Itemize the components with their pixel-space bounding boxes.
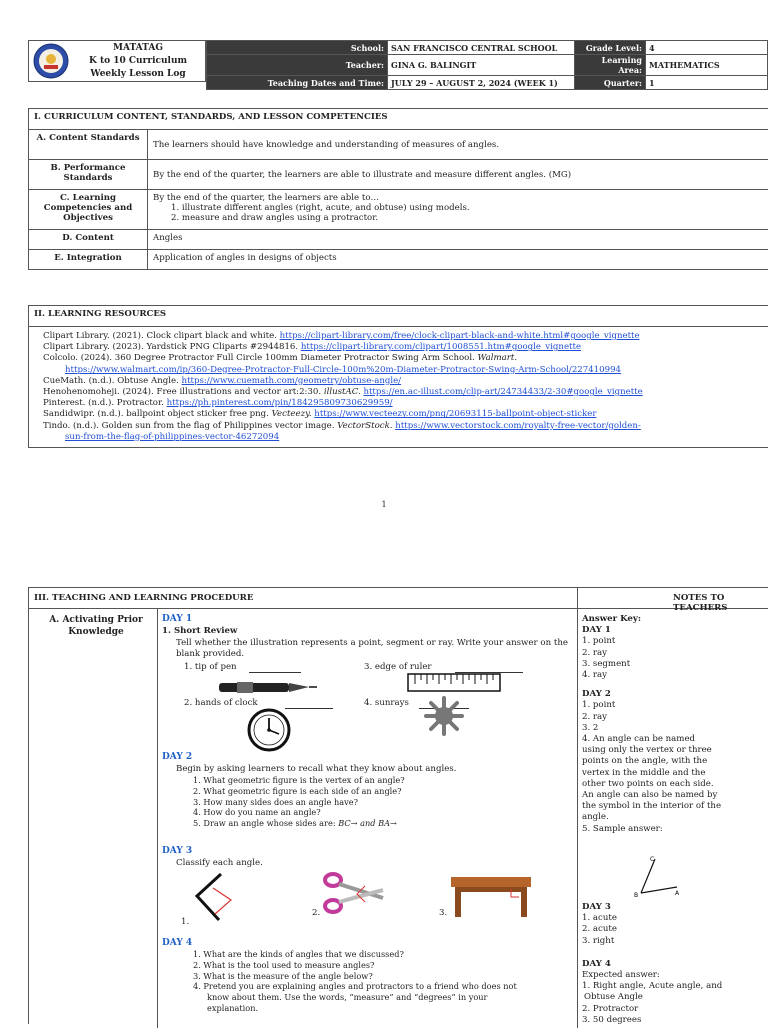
day2-question: 1. What geometric figure is the vertex of an angle? [193,775,405,786]
day4-question: 3. What is the measure of the angle below? [193,971,571,982]
notes-answer: 5. Sample answer: [582,824,768,835]
reference-item: Pinterest. (n.d.). Protractor. https://ph.pinterest.com/pin/184295809730629959/ [43,398,757,409]
school-label: School: [207,41,388,55]
dates-value: JULY 29 – AUGUST 2, 2024 (WEEK 1) [388,76,575,90]
notes-column [582,614,768,835]
notes-answer: 4. ray [582,670,768,681]
ruler-icon [407,672,501,694]
notes-day4-title: DAY 4 [582,959,768,970]
integration-text: Application of angles in designs of objects [148,250,768,270]
day2-question-list [193,775,405,829]
content-standards-text: The learners should have knowledge and understanding of measures of angles. [148,130,768,160]
reference-item: Colcolo. (2024). 360 Degree Protractor Full Circle 100mm Diameter Protractor Swing Arm School. Walmart. [43,353,757,364]
notes-day3-title: DAY 3 [582,902,768,913]
header-line-3: Weekly Lesson Log [73,69,203,79]
notes-answer: 3. segment [582,659,768,670]
area-value: MATHEMATICS [646,55,768,76]
notes-answer: An angle can also be named by [582,790,768,801]
notes-answer: 2. ray [582,648,768,659]
notes-day1-title: DAY 1 [582,625,768,636]
reference-link[interactable]: https://ph.pinterest.com/pin/184295809730629959/ [167,398,393,408]
day1-item-4: 4. sunrays [364,698,409,709]
quarter-value: 1 [646,76,768,90]
day2-title: DAY 2 [162,752,192,762]
day4-question-cont: explanation. [193,1003,571,1014]
notes-answer: 1. point [582,700,768,711]
header [28,40,768,82]
deped-seal-icon [33,43,69,79]
sunrays-icon [424,696,464,736]
reference-item: CueMath. (n.d.). Obtuse Angle. https://www.cuemath.com/geometry/obtuse-angle/ [43,376,757,387]
day2-question: 5. Draw an angle whose sides are: BC→ and BA→ [193,818,405,829]
day3-label-1: 1. [181,917,189,928]
reference-item: Tindo. (n.d.). Golden sun from the flag of Philippines vector image. VectorStock. https://www.vectorstock.com/royalty-free-vector/golden- [43,421,757,432]
reference-link[interactable]: https://www.vectorstock.com/royalty-free-vector/golden- [395,421,641,431]
reference-item-cont [43,365,757,376]
day3-intro: Classify each angle. [176,858,263,869]
reference-item: Clipart Library. (2021). Clock clipart black and white. https://clipart-library.com/free/clock-clipart-black-and-white.html#google_vignette [43,331,757,342]
notes-answer: vertex in the middle and the [582,768,768,779]
section2-title: II. LEARNING RESOURCES [29,306,768,327]
vertex-label-a: A [675,890,680,897]
competencies-label: C. Learning Competencies and Objectives [29,190,148,230]
notes-answer: 4. An angle can be named [582,734,768,745]
procedure-header [29,588,768,609]
notes-answer: Expected answer: [582,970,768,981]
clock-icon [247,708,291,752]
content-text: Angles [148,230,768,250]
competency-item-2: 2. measure and draw angles using a protractor. [153,213,766,223]
page-number: 1 [0,500,768,509]
day1-title: DAY 1 [162,614,192,624]
day2-question: 3. How many sides does an angle have? [193,797,405,808]
sample-angle-figure-icon [633,851,685,899]
day1-item-1: 1. tip of pen [184,662,237,673]
notes-day3-block [582,902,768,1026]
day4-question: 1. What are the kinds of angles that we discussed? [193,949,571,960]
reference-link[interactable]: https://en.ac-illust.com/clip-art/24734433/2-30#google_vignette [363,387,642,397]
reference-item: Henohenomoheji. (2024). Free illustrations and vector art:2:30. illustAC. https://en.ac-illust.com/clip-art/24734433/2-30#google_vignette [43,387,757,398]
day4-question-cont: know about them. Use the words, “measure” and “degrees” in your [193,992,571,1003]
scissors-icon [321,870,389,918]
day4-title: DAY 4 [162,938,192,948]
performance-standards-label: B. Performance Standards [29,160,148,190]
notes-answer: points on the angle, with the [582,756,768,767]
section1-title: I. CURRICULUM CONTENT, STANDARDS, AND LESSON COMPETENCIES [29,109,768,130]
integration-label: E. Integration [29,250,148,270]
competency-item-1: 1. illustrate different angles (right, acute, and obtuse) using models. [153,203,766,213]
notes-answer: 3. 50 degrees [582,1015,768,1026]
vertex-label-c: C [650,856,654,863]
header-title-block [28,40,206,82]
vertex-label-b: B [634,892,638,899]
notes-answer: 2. ray [582,712,768,723]
notes-answer: 2. Protractor [582,1004,768,1015]
notes-day2-title: DAY 2 [582,689,768,700]
day2-question: 4. How do you name an angle? [193,807,405,818]
day2-question: 2. What geometric figure is each side of an angle? [193,786,405,797]
dates-label: Teaching Dates and Time: [207,76,388,90]
notes-answer: 1. acute [582,913,768,924]
performance-standards-text: By the end of the quarter, the learners are able to illustrate and measure different angles. (MG) [148,160,768,190]
reference-link[interactable]: https://www.cuemath.com/geometry/obtuse-angle/ [182,376,402,386]
reference-link[interactable]: https://clipart-library.com/free/clock-clipart-black-and-white.html#google_vignette [280,331,640,341]
header-info-table [206,40,768,90]
teacher-label: Teacher: [207,55,388,76]
day3-label-2: 2. [312,908,320,919]
notes-answer: the symbol in the interior of the [582,801,768,812]
day4-question: 4. Pretend you are explaining angles and protractors to a friend who does not [193,981,571,992]
reference-item-cont [43,432,757,443]
teacher-value: GINA G. BALINGIT [388,55,575,76]
day2-intro: Begin by asking learners to recall what they know about angles. [176,764,456,775]
content-standards-label: A. Content Standards [29,130,148,160]
header-line-1: MATATAG [73,43,203,53]
ray-notation: BC→ and BA→ [338,818,397,828]
quarter-label: Quarter: [575,76,646,90]
answer-key-title: Answer Key: [582,614,768,625]
grade-label: Grade Level: [575,41,646,55]
day4-question: 2. What is the tool used to measure angles? [193,960,571,971]
resources-table [28,305,768,448]
reference-link[interactable]: https://www.walmart.com/ip/360-Degree-Protractor-Full-Circle-100m%20m-Diameter-Protractor-Swing-Arm-School/227410994 [65,365,621,375]
notes-answer: 1. point [582,636,768,647]
reference-link[interactable]: https://www.vecteezy.com/png/20693115-ballpoint-object-sticker [314,409,596,419]
notes-answer: using only the vertex or three [582,745,768,756]
reference-item: Clipart Library. (2023). Yardstick PNG Cliparts #2944816. https://clipart-library.com/clipart/1008551.htm#google_vignette [43,342,757,353]
table-furniture-icon [449,875,533,919]
reference-item: Sandidwipr. (n.d.). ballpoint object sticker free png. Vecteezy. https://www.vecteezy.com/png/20693115-ballpoint-object-sticker [43,409,757,420]
day1-item-2: 2. hands of clock [184,698,258,709]
grade-value: 4 [646,41,768,55]
notes-answer: Obtuse Angle [582,992,768,1003]
content-label: D. Content [29,230,148,250]
day3-label-3: 3. [439,908,447,919]
curriculum-table [28,108,768,270]
pen-icon [217,678,321,696]
resources-list [29,327,768,448]
procedure-table [28,587,768,1024]
notes-answer: 1. Right angle, Acute angle, and [582,981,768,992]
day3-title: DAY 3 [162,846,192,856]
notes-answer: other two points on each side. [582,779,768,790]
reference-link[interactable]: sun-from-the-flag-of-philippines-vector-46272094 [65,432,279,442]
day1-instruction: Tell whether the illustration represents a point, segment or ray. Write your answer on the blank provided. [176,638,568,660]
competencies-text: By the end of the quarter, the learners are able to… [153,193,766,203]
reference-link[interactable]: https://clipart-library.com/clipart/1008551.htm#google_vignette [301,342,581,352]
day1-item-3: 3. edge of ruler [364,662,432,673]
notes-answer: 3. right [582,936,768,947]
school-value: SAN FRANCISCO CENTRAL SCHOOL [388,41,575,55]
notes-answer: 3. 2 [582,723,768,734]
acute-angle-figure-icon [189,870,249,922]
notes-answer: angle. [582,812,768,823]
notes-title: NOTES TO TEACHERS [673,593,768,613]
header-line-2: K to 10 Curriculum [73,56,203,66]
section3-title: III. TEACHING AND LEARNING PROCEDURE [34,593,253,603]
competencies-cell [148,190,768,230]
day4-question-list [193,949,571,1014]
day1-heading: 1. Short Review [162,626,237,637]
activating-label: A. Activating Prior Knowledge [41,614,151,638]
area-label: Learning Area: [575,55,646,76]
notes-answer: 2. acute [582,924,768,935]
